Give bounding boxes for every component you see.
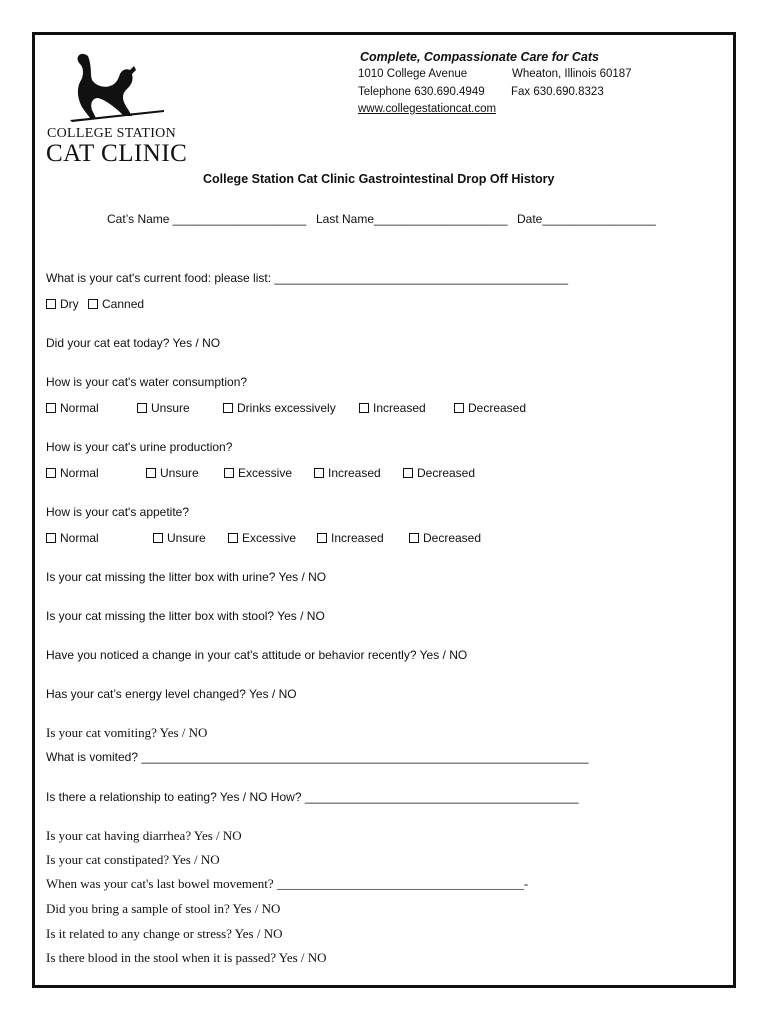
logo-text-bottom: CAT CLINIC (46, 140, 188, 167)
checkbox-urine-excessive[interactable]: Excessive (224, 466, 292, 480)
tagline: Complete, Compassionate Care for Cats (360, 50, 599, 64)
food-options (46, 297, 144, 311)
cat-name-field[interactable]: Cat’s Name ____________________ (107, 212, 307, 226)
cat-logo-icon (60, 46, 170, 122)
checkbox-urine-decreased[interactable]: Decreased (403, 466, 475, 480)
question-stool-sample: Did you bring a sample of stool in? Yes / NO (46, 901, 281, 916)
checkbox-water-decreased[interactable]: Decreased (454, 401, 526, 415)
checkbox-urine-increased[interactable]: Increased (314, 466, 381, 480)
form-title: College Station Cat Clinic Gastrointestinal Drop Off History (203, 172, 555, 186)
checkbox-appetite-increased[interactable]: Increased (317, 531, 384, 545)
telephone: Telephone 630.690.4949 (358, 86, 485, 98)
checkbox-urine-normal[interactable]: Normal (46, 466, 99, 480)
question-appetite: How is your cat's appetite? (46, 505, 190, 519)
checkbox-appetite-excessive[interactable]: Excessive (228, 531, 296, 545)
checkbox-water-excessive[interactable]: Drinks excessively (223, 401, 336, 415)
question-vomited: What is vomited? ___________________________________________________________________ (46, 750, 589, 764)
question-urine: How is your cat's urine production? (46, 440, 233, 454)
checkbox-urine-unsure[interactable]: Unsure (146, 466, 199, 480)
question-vomiting: Is your cat vomiting? Yes / NO (46, 725, 208, 740)
checkbox-appetite-normal[interactable]: Normal (46, 531, 99, 545)
question-food: What is your cat's current food: please list: ____________________________________________ (46, 271, 569, 285)
date-field[interactable]: Date_________________ (517, 212, 656, 226)
checkbox-water-normal[interactable]: Normal (46, 401, 99, 415)
address: 1010 College Avenue (358, 68, 468, 80)
question-litter-stool: Is your cat missing the litter box with stool? Yes / NO (46, 609, 325, 623)
question-blood: Is there blood in the stool when it is passed? Yes / NO (46, 950, 327, 965)
question-litter-urine: Is your cat missing the litter box with urine? Yes / NO (46, 570, 327, 584)
question-diarrhea: Is your cat having diarrhea? Yes / NO (46, 828, 242, 843)
question-water: How is your cat's water consumption? (46, 375, 248, 389)
question-attitude: Have you noticed a change in your cat's attitude or behavior recently? Yes / NO (46, 648, 468, 662)
checkbox-water-unsure[interactable]: Unsure (137, 401, 190, 415)
question-stress: Is it related to any change or stress? Yes / NO (46, 926, 283, 941)
question-eating-relationship: Is there a relationship to eating? Yes / NO How? _________________________________________ (46, 790, 579, 804)
fax: Fax 630.690.8323 (511, 86, 604, 98)
website-link[interactable]: www.collegestationcat.com (358, 103, 497, 115)
checkbox-appetite-unsure[interactable]: Unsure (153, 531, 206, 545)
checkbox-appetite-decreased[interactable]: Decreased (409, 531, 481, 545)
question-eat-today: Did your cat eat today? Yes / NO (46, 336, 221, 350)
logo-text-top: COLLEGE STATION (47, 126, 176, 141)
checkbox-water-increased[interactable]: Increased (359, 401, 426, 415)
last-name-field[interactable]: Last Name____________________ (316, 212, 508, 226)
question-energy: Has your cat’s energy level changed? Yes / NO (46, 687, 297, 701)
question-constipated: Is your cat constipated? Yes / NO (46, 852, 220, 867)
checkbox-canned[interactable]: Canned (88, 297, 144, 311)
city: Wheaton, Illinois 60187 (512, 68, 632, 80)
checkbox-dry[interactable]: Dry (46, 297, 79, 311)
question-bowel-movement: When was your cat's last bowel movement? ______________________________________- (46, 876, 529, 891)
